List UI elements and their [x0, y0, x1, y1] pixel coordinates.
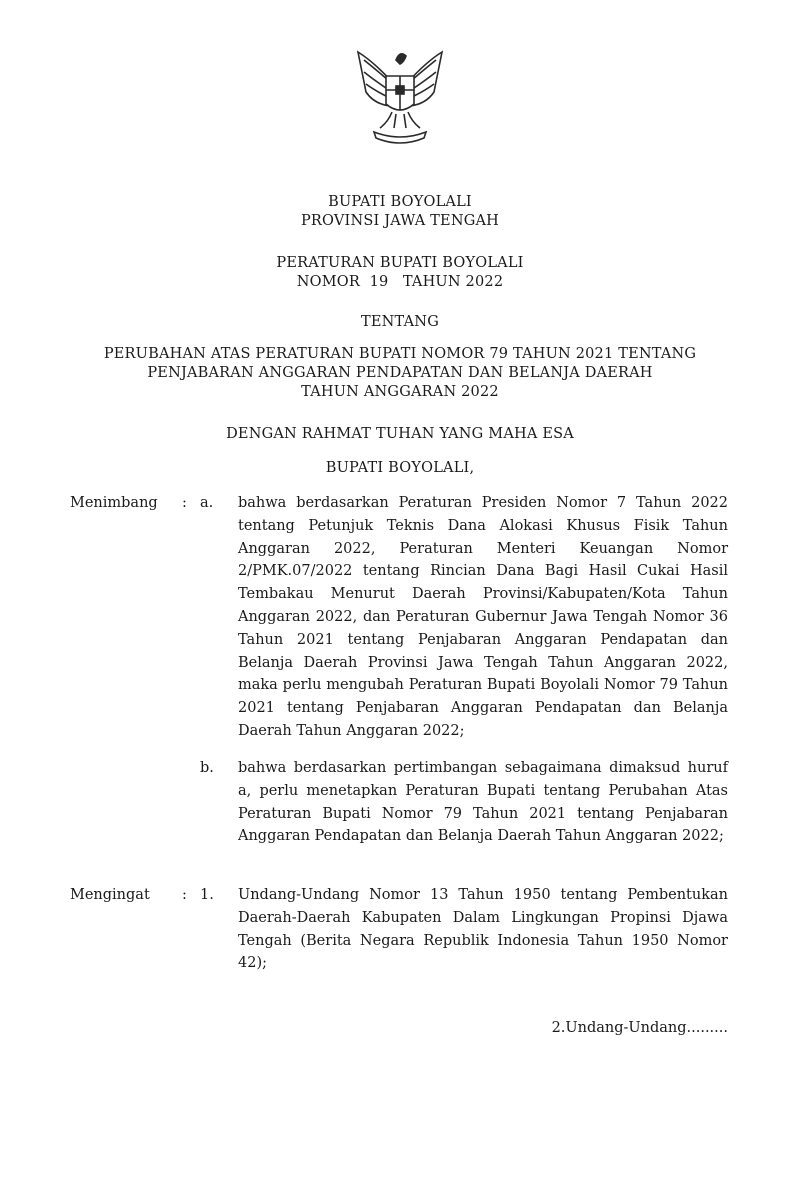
menimbang-label: Menimbang [70, 495, 158, 511]
item-marker: a. [200, 495, 214, 511]
garuda-emblem-icon [344, 42, 456, 150]
next-page-reference: 2.Undang-Undang......... [551, 1020, 728, 1036]
item-marker: b. [200, 760, 214, 776]
menimbang-item-b-text: bahwa berdasarkan pertimbangan sebagaimana dimaksud huruf a, perlu menetapkan Peraturan Bupati tentang Perubahan Atas Peraturan Bupati Nomor 79 Tahun 2021 tentang Penjabaran Anggaran Pendapatan dan Belanja Daerah Tahun Anggaran 2022; [238, 760, 728, 845]
subject-line-3: TAHUN ANGGARAN 2022 [301, 384, 499, 400]
regent-signoff-heading: BUPATI BOYOLALI, [325, 460, 475, 476]
mengingat-item-1-text: Undang-Undang Nomor 13 Tahun 1950 tentang Pembentukan Daerah-Daerah Kabupaten Dalam Lingkungan Propinsi Djawa Tengah (Berita Negara Republik Indonesia Tahun 1950 Nomor 42); [238, 887, 728, 972]
item-marker: 1. [200, 887, 214, 903]
mengingat-label: Mengingat [70, 887, 150, 903]
subject-line-2: PENJABARAN ANGGARAN PENDAPATAN DAN BELANJA DAERAH [147, 365, 653, 381]
header-regent-title: BUPATI BOYOLALI [328, 194, 472, 210]
regulation-title: PERATURAN BUPATI BOYOLALI [276, 255, 524, 271]
menimbang-colon: : [182, 495, 187, 511]
blessing-line: DENGAN RAHMAT TUHAN YANG MAHA ESA [226, 426, 574, 442]
mengingat-colon: : [182, 887, 187, 903]
about-heading: TENTANG [361, 314, 439, 330]
regulation-number: NOMOR 19 TAHUN 2022 [296, 274, 504, 290]
menimbang-item-a-text: bahwa berdasarkan Peraturan Presiden Nomor 7 Tahun 2022 tentang Petunjuk Teknis Dana Alokasi Khusus Fisik Tahun Anggaran 2022, Peraturan Menteri Keuangan Nomor 2/PMK.07/2022 tentang Rincian Dana Bagi Hasil Cukai Hasil Tembakau Menurut Daerah Provinsi/Kabupaten/Kota Tahun Anggaran 2022, dan Peraturan Gubernur Jawa Tengah Nomor 36 Tahun 2021 tentang Penjabaran Anggaran Pendapatan dan Belanja Daerah Provinsi Jawa Tengah Tahun Anggaran 2022, maka perlu mengubah Peraturan Bupati Boyolali Nomor 79 Tahun 2021 tentang Penjabaran Anggaran Pendapatan dan Belanja Daerah Tahun Anggaran 2022; [238, 495, 728, 739]
header-province: PROVINSI JAWA TENGAH [300, 213, 500, 229]
subject-line-1: PERUBAHAN ATAS PERATURAN BUPATI NOMOR 79 TAHUN 2021 TENTANG [103, 346, 697, 362]
